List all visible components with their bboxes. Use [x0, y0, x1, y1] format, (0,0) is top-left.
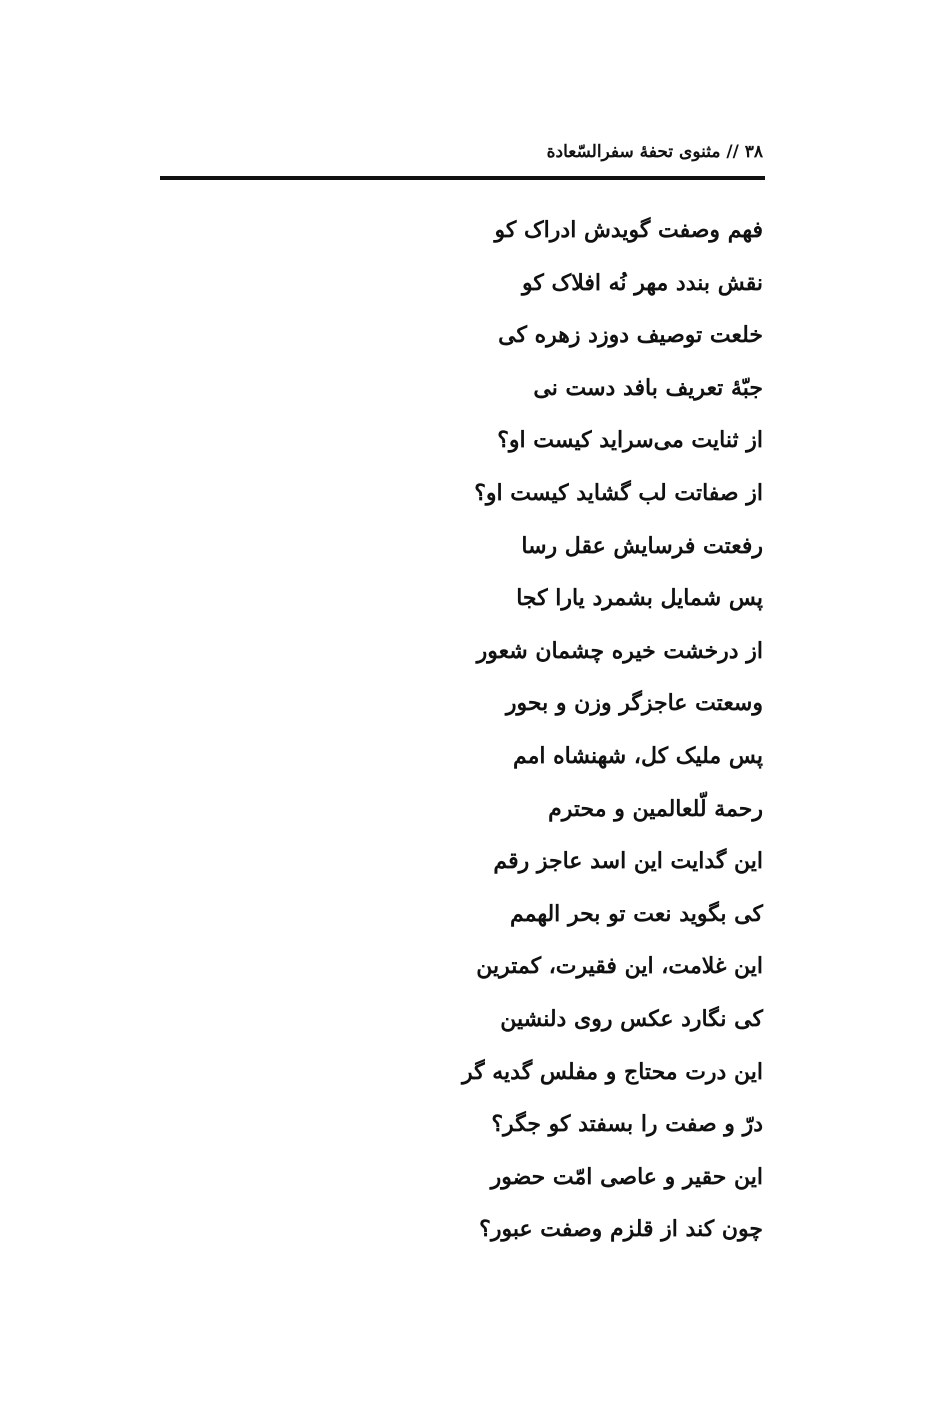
verse-line: رحمة لّلعالمین و محترم [548, 795, 763, 822]
header-rule [160, 176, 765, 180]
verse-line: از ثنایت می‌سراید کیست او؟ [497, 427, 763, 454]
verse-line: کی نگارد عکس روی دلنشین [500, 1005, 763, 1032]
verse-line: چون کند از قلزم وصفت عبور؟ [479, 1216, 763, 1243]
verse-line: پس ملیک کل، شهنشاه امم [512, 742, 763, 769]
verse-line: این گدایت این اسد عاجز رقم [493, 848, 763, 875]
verse-line: کی بگوید نعت تو بحر الهمم [509, 900, 763, 927]
verse-line: این حقیر و عاصی امّت حضور [490, 1163, 763, 1190]
verse-line: رفعتت فرسایش عقل رسا [521, 532, 763, 559]
verse-line: درّ و صفت را بسفتد کو جگر؟ [491, 1111, 763, 1138]
verse-line: جبّهٔ تعریف بافد دست نی [533, 374, 763, 401]
verse-line: پس شمایل بشمرد یارا کجا [516, 585, 763, 612]
poem [363, 204, 763, 1256]
verse-line: از صفاتت لب گشاید کیست او؟ [474, 479, 763, 506]
verse-line: این درت محتاج و مفلس گدیه گر [461, 1058, 763, 1085]
verse-line: خلعت توصیف دوزد زهره کی [498, 322, 763, 349]
verse-line: نقش بندد مهر نُه افلاک کو [522, 269, 763, 296]
running-header: ۳۸ // مثنوی تحفهٔ سفرالسّعادة [546, 142, 763, 162]
verse-line: این غلامت، این فقیرت، کمترین [476, 953, 763, 980]
verse-line: وسعتت عاجزگر وزن و بحور [505, 690, 763, 717]
verse-line: فهم وصفت گویدش ادراک کو [494, 217, 763, 243]
verse-line: از درخشت خیره چشمان شعور [476, 637, 763, 664]
